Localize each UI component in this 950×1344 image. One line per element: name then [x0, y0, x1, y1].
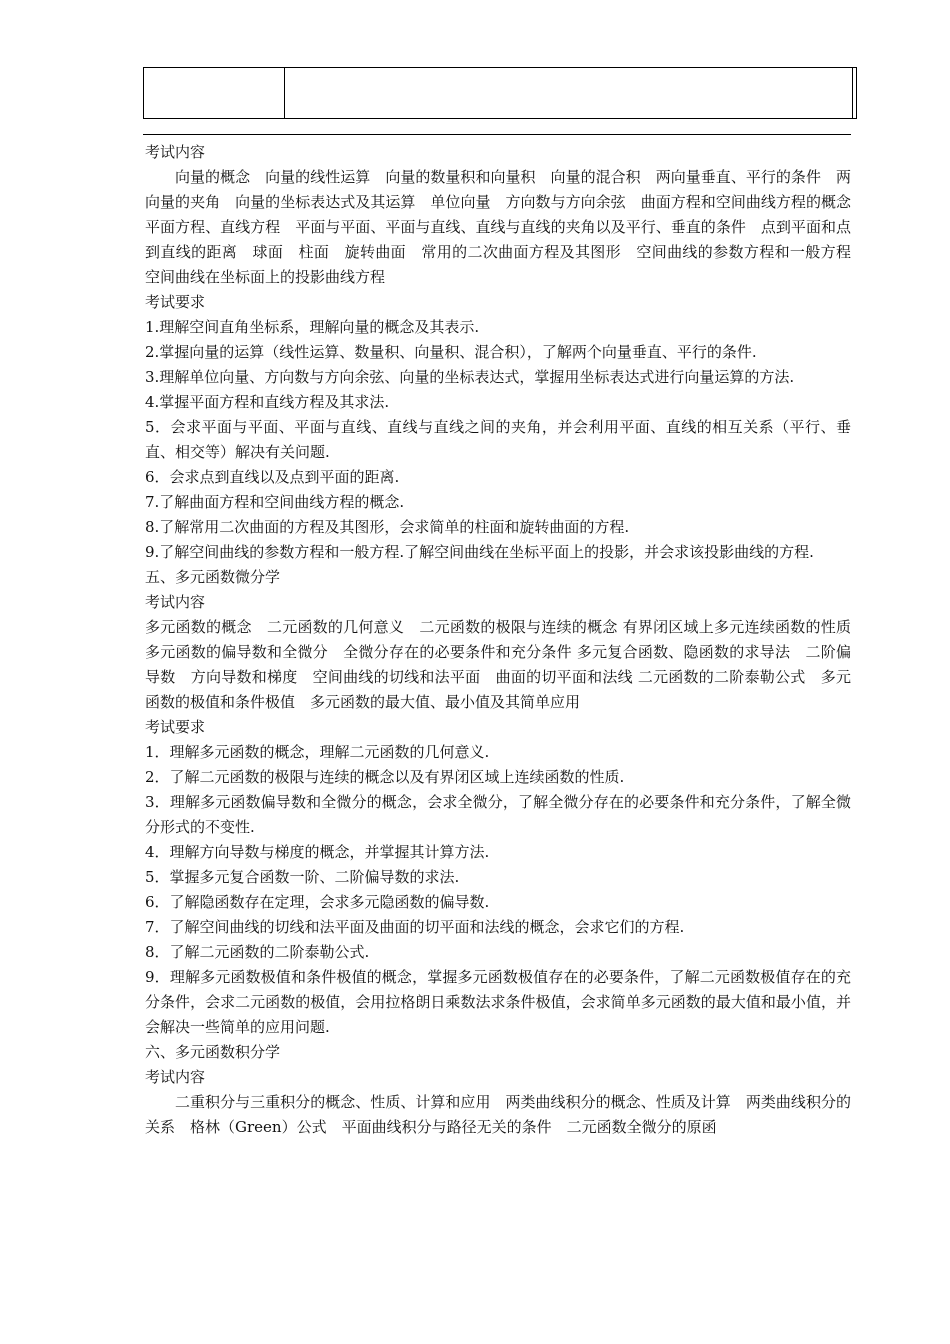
content-paragraph: 多元函数的概念 二元函数的几何意义 二元函数的极限与连续的概念 有界闭区域上多元连续函数的性质 多元函数的偏导数和全微分 全微分存在的必要条件和充分条件 多元复合函数、隐函数的求导法 二阶偏导数 方向导数和梯度 空间曲线的切线和法平面 曲面的切平面和法线 二元函数的二阶泰勒公式 多元函数的极值和条件极值 多元函数的最大值、最小值及其简单应用 [145, 618, 867, 711]
section-label: 考试要求 [145, 293, 206, 311]
table-inner-border [852, 68, 853, 118]
requirement-item: 4.掌握平面方程和直线方程及其求法. [145, 393, 390, 411]
horizontal-rule [143, 134, 851, 135]
requirement-item: 8.了解常用二次曲面的方程及其图形，会求简单的柱面和旋转曲面的方程. [145, 518, 630, 536]
requirement-item: 7．了解空间曲线的切线和法平面及曲面的切平面和法线的概念，会求它们的方程. [145, 918, 685, 936]
requirement-item: 4．理解方向导数与梯度的概念，并掌握其计算方法. [145, 843, 490, 861]
document-body [145, 140, 867, 1140]
requirement-item: 8．了解二元函数的二阶泰勒公式. [145, 943, 370, 961]
requirement-item: 3.理解单位向量、方向数与方向余弦、向量的坐标表达式，掌握用坐标表达式进行向量运算的方法. [145, 368, 795, 386]
content-paragraph: 向量的概念 向量的线性运算 向量的数量积和向量积 向量的混合积 两向量垂直、平行的条件 两向量的夹角 向量的坐标表达式及其运算 单位向量 方向数与方向余弦 曲面方程和空间曲线方程的概念 平面方程、直线方程 平面与平面、平面与直线、直线与直线的夹角以及平行、垂直的条件 点到平面和点到直线的距离 球面 柱面 旋转曲面 常用的二次曲面方程及其图形 空间曲线的参数方程和一般方程 空间曲线在坐标面上的投影曲线方程 [145, 168, 867, 286]
requirement-item: 7.了解曲面方程和空间曲线方程的概念. [145, 493, 405, 511]
requirement-item: 9.了解空间曲线的参数方程和一般方程.了解空间曲线在坐标平面上的投影，并会求该投影曲线的方程. [145, 543, 814, 561]
requirement-item: 2．了解二元函数的极限与连续的概念以及有界闭区域上连续函数的性质. [145, 768, 625, 786]
table-cell-divider [284, 68, 285, 118]
requirement-item: 1．理解多元函数的概念，理解二元函数的几何意义. [145, 743, 490, 761]
content-paragraph: 二重积分与三重积分的概念、性质、计算和应用 两类曲线积分的概念、性质及计算 两类曲线积分的关系 格林（Green）公式 平面曲线积分与路径无关的条件 二元函数全微分的原函 [145, 1093, 851, 1136]
chapter-heading: 五、多元函数微分学 [145, 568, 281, 586]
section-label: 考试内容 [145, 143, 206, 161]
requirement-item: 5．会求平面与平面、平面与直线、直线与直线之间的夹角，并会利用平面、直线的相互关系（平行、垂直、相交等）解决有关问题. [145, 418, 851, 461]
requirement-item: 6．了解隐函数存在定理，会求多元隐函数的偏导数. [145, 893, 490, 911]
requirement-item: 1.理解空间直角坐标系，理解向量的概念及其表示. [145, 318, 480, 336]
chapter-heading: 六、多元函数积分学 [145, 1043, 281, 1061]
requirement-item: 3．理解多元函数偏导数和全微分的概念，会求全微分，了解全微分存在的必要条件和充分条件，了解全微分形式的不变性. [145, 793, 851, 836]
requirement-item: 9．理解多元函数极值和条件极值的概念，掌握多元函数极值存在的必要条件，了解二元函数极值存在的充分条件，会求二元函数的极值，会用拉格朗日乘数法求条件极值，会求简单多元函数的最大值和最小值，并会解决一些简单的应用问题. [145, 968, 851, 1036]
section-label: 考试要求 [145, 718, 206, 736]
requirement-item: 6．会求点到直线以及点到平面的距离. [145, 468, 400, 486]
section-label: 考试内容 [145, 1068, 206, 1086]
header-table [143, 67, 857, 119]
section-label: 考试内容 [145, 593, 206, 611]
requirement-item: 2.掌握向量的运算（线性运算、数量积、向量积、混合积），了解两个向量垂直、平行的条件. [145, 343, 757, 361]
requirement-item: 5．掌握多元复合函数一阶、二阶偏导数的求法. [145, 868, 460, 886]
